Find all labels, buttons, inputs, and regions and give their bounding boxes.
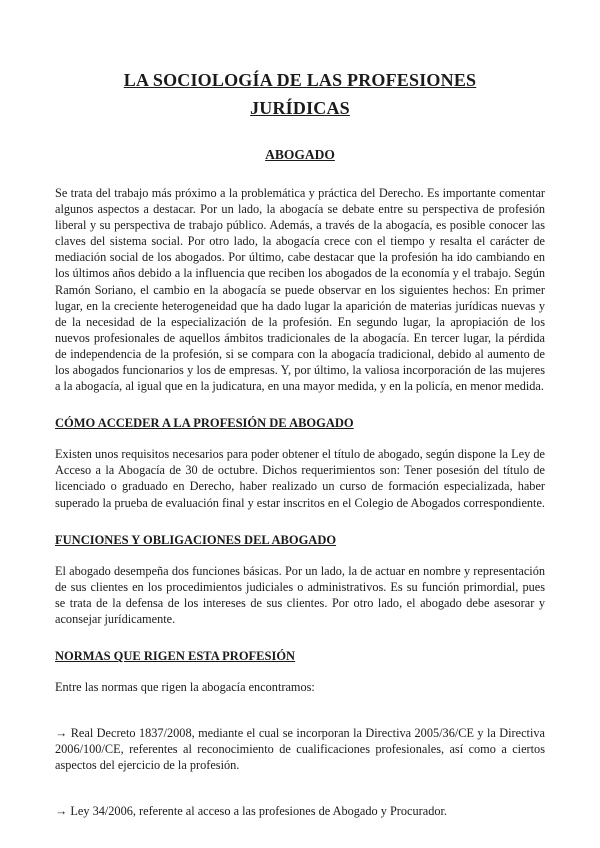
section-normas-intro: Entre las normas que rigen la abogacía encontramos: — [55, 679, 315, 694]
intro-paragraph: Se trata del trabajo más próximo a la problemática y práctica del Derecho. Es importante comentar algunos aspectos a destacar. Por un lado, la abogacía se debate entre su perspectiva de profesión liberal y su perspectiva de trabajo público. Además, a través de la abogacía, es posible conocer las claves del sistema social. Por otro lado, la abogacía crece con el tiempo y resalta el carácter de mediación social de los abogados. Por último, cabe destacar que la profesión ha ido cambiando en los últimos años debido a la influencia que reciben los abogados de la economía y el trabajo. Según Ramón Soriano, el cambio en la abogacía se puede observar en los siguientes hechos: En primer lugar, en la creciente heterogeneidad que ha dado lugar la aparición de materias jurídicas nuevas y de la necesidad de la especialización de la profesión. En segundo lugar, la apropiación de los nuevos profesionales de aquellos ámbitos tradicionales de la abogacía. En tercer lugar, la pérdida de independencia de la profesión, si se compara con la abogacía tradicional, debido al aumento de los abogados funcionarios y los de empresas. Y, por último, la valiosa incorporación de las mujeres a la abogacía, al igual que en la judicatura, en una mayor medida, y en la policía, en menor medida. — [55, 186, 545, 394]
section-heading-acceder: CÓMO ACCEDER A LA PROFESIÓN DE ABOGADO — [55, 416, 354, 431]
section-funciones-paragraph: El abogado desempeña dos funciones básicas. Por un lado, la de actuar en nombre y representación de sus clientes en los procedimientos judiciales o administrativos. Es su función primordial, pues se trata de la defensa de los intereses de sus clientes. Por otro lado, el abogado debe asesorar y aconsejar jurídicamente. — [55, 563, 545, 626]
norma-ley-34-2006: → Ley 34/2006, referente al acceso a las profesiones de Abogado y Procurador. — [55, 804, 447, 819]
document-title: LA SOCIOLOGÍA DE LAS PROFESIONES JURÍDICAS — [123, 70, 477, 118]
section-acceder-paragraph: Existen unos requisitos necesarios para poder obtener el título de abogado, según dispone la Ley de Acceso a la Abogacía de 30 de octubre. Dichos requerimientos son: Tener posesión del título de licenciado o graduado en Derecho, haber realizado un curso de formación especializada, haber superado la prueba de evaluación final y estar inscritos en el Colegio de Abogados correspondiente. — [55, 447, 546, 510]
norma-real-decreto: → Real Decreto 1837/2008, mediante el cual se incorporan la Directiva 2005/36/CE y la Directiva 2006/100/CE, referentes al reconocimiento de cualificaciones profesionales, así como a ciertos aspectos del ejercicio de la profesión. — [55, 726, 545, 773]
section-heading-normas: NORMAS QUE RIGEN ESTA PROFESIÓN — [55, 648, 296, 663]
document-subtitle: ABOGADO — [265, 147, 335, 162]
section-heading-funciones: FUNCIONES Y OBLIGACIONES DEL ABOGADO — [55, 532, 337, 547]
